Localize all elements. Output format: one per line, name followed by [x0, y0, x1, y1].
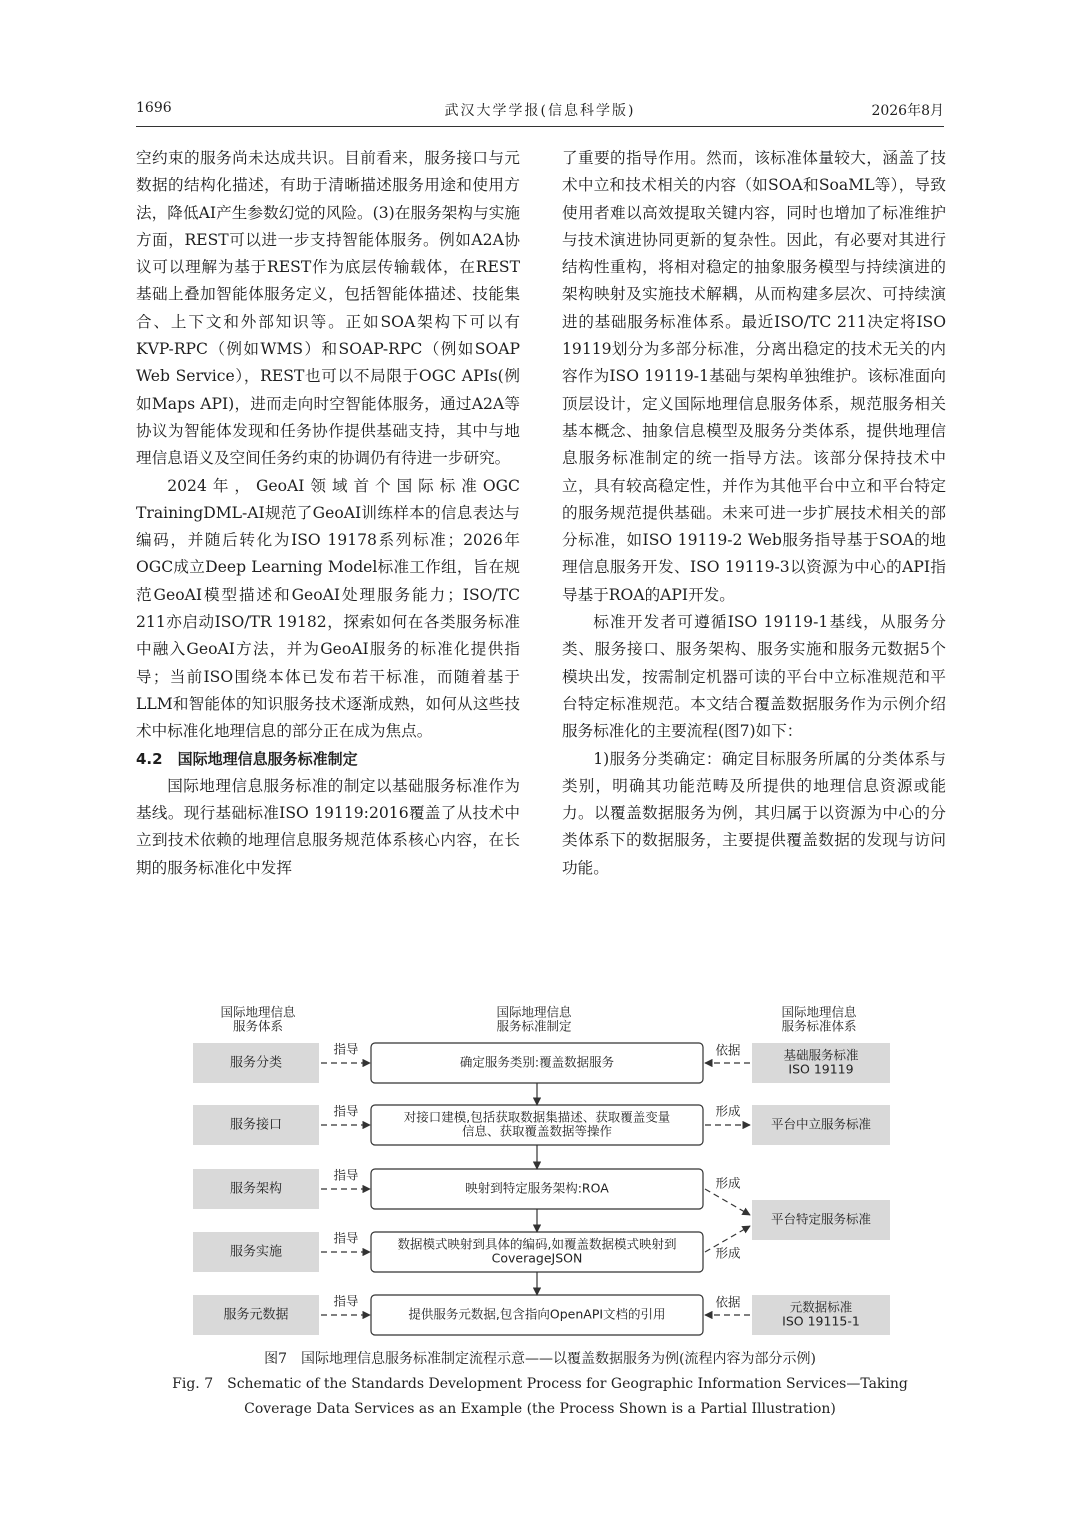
column-title-middle: 服务标准制定: [496, 1018, 572, 1034]
basis-label: 依据: [715, 1294, 741, 1310]
process-label: 数据模式映射到具体的编码,如覆盖数据模式映射到: [397, 1236, 677, 1252]
paragraph: 2024年，GeoAI领域首个国际标准OGC TrainingDML-AI规范了GeoAI训练样本的信息表达与编码，并随后转化为ISO 19178系列标准；2026年OGC成立Deep Learning Model标准工作组，旨在规范GeoAI模型描述和GeoAI处理服务能力；ISO/TC 211亦启动ISO/TR 19182，探索如何在各类服务标准中融入GeoAI方法，并为GeoAI服务的标准化提供指导；当前ISO围绕本体已发布若干标准，而随着基于LLM和智能体的知识服务技术逐渐成熟，如何从这些技术中标准化地理信息的部分正在成为焦点。: [136, 476, 520, 741]
column-title-middle: 国际地理信息: [496, 1004, 572, 1020]
column-title-left: 国际地理信息: [220, 1004, 296, 1020]
module-label: 服务架构: [229, 1181, 283, 1197]
paragraph: 国际地理信息服务标准的制定以基础服务标准作为基线。现行基础标准ISO 19119:2016覆盖了从技术中立到技术依赖的地理信息服务规范体系核心内容，在长期的服务标准化中发挥: [136, 776, 520, 877]
issue-date: 2026年8月: [871, 103, 944, 119]
process-label: 信息、获取覆盖数据等操作: [461, 1123, 613, 1139]
module-label: 服务接口: [229, 1117, 283, 1133]
page-number: 1696: [136, 100, 172, 116]
process-label: CoverageJSON: [491, 1250, 583, 1266]
standard-label: ISO 19119: [788, 1061, 854, 1077]
column-title-right: 服务标准体系: [781, 1018, 857, 1034]
guide-label: 指导: [333, 1041, 359, 1057]
figure-7: [136, 1000, 944, 1345]
form-label: 形成: [715, 1103, 741, 1119]
process-label: 确定服务类别:覆盖数据服务: [459, 1054, 615, 1070]
running-header: [136, 100, 944, 124]
form-label: 形成: [715, 1245, 741, 1261]
column-title-left: 服务体系: [232, 1018, 284, 1034]
paragraph: 1)服务分类确定：确定目标服务所属的分类体系与类别，明确其功能范畴及所提供的地理信息资源或能力。以覆盖数据服务为例，其归属于以资源为中心的分类体系下的数据服务，主要提供覆盖数据的发现与访问功能。: [562, 749, 946, 877]
guide-label: 指导: [333, 1167, 359, 1183]
standard-label: 元数据标准: [789, 1299, 853, 1315]
standard-label: 基础服务标准: [783, 1047, 859, 1063]
module-label: 服务分类: [229, 1055, 283, 1071]
paragraph: 标准开发者可遵循ISO 19119-1基线，从服务分类、服务接口、服务架构、服务实施和服务元数据5个模块出发，按需制定机器可读的平台中立标准规范和平台特定标准规范。本文结合覆盖数据服务作为示例介绍服务标准化的主要流程(图7)如下：: [562, 613, 946, 741]
right-column: [562, 145, 946, 882]
guide-label: 指导: [333, 1103, 359, 1119]
left-column: [136, 145, 520, 882]
module-label: 服务实施: [229, 1244, 283, 1260]
form-label: 形成: [715, 1175, 741, 1191]
standard-label: 平台特定服务标准: [770, 1211, 872, 1227]
flow-diagram: [136, 1000, 944, 1345]
paragraph: 了重要的指导作用。然而，该标准体量较大，涵盖了技术中立和技术相关的内容（如SOA和SoaML等），导致使用者难以高效提取关键内容，同时也增加了标准维护与技术演进协同更新的复杂性。因此，有必要对其进行结构性重构，将相对稳定的抽象服务模型与持续演进的架构映射及实施技术解耦，从而构建多层次、可持续演进的基础服务标准体系。最近ISO/TC 211决定将ISO 19119划分为多部分标准，分离出稳定的技术无关的内容作为ISO 19119-1基础与架构单独维护。该标准面向顶层设计，定义国际地理信息服务体系，规范服务相关基本概念、抽象信息模型及服务分类体系，提供地理信息服务标准制定的统一指导方法。该部分保持技术中立，具有较高稳定性，并作为其他平台中立和平台特定的服务规范提供基础。未来可进一步扩展技术相关的部分标准，如ISO 19119-2 Web服务指导基于SOA的地理信息服务开发、ISO 19119-3以资源为中心的API指导基于ROA的API开发。: [562, 149, 946, 604]
module-label: 服务元数据: [223, 1307, 289, 1323]
form-arrow: [705, 1189, 750, 1215]
journal-title: 武汉大学学报(信息科学版): [444, 103, 636, 119]
standard-label: 平台中立服务标准: [770, 1116, 872, 1132]
process-label: 映射到特定服务架构:ROA: [465, 1180, 609, 1196]
header-rule: [136, 126, 944, 127]
process-label: 对接口建模,包括获取数据集描述、获取覆盖变量: [403, 1109, 671, 1125]
basis-label: 依据: [715, 1042, 741, 1058]
process-label: 提供服务元数据,包含指向OpenAPI文档的引用: [408, 1306, 666, 1322]
column-title-right: 国际地理信息: [781, 1004, 857, 1020]
figure-caption-cn: 图7 国际地理信息服务标准制定流程示意——以覆盖数据服务为例(流程内容为部分示例): [264, 1351, 816, 1367]
guide-label: 指导: [333, 1293, 359, 1309]
section-heading: 4.2 国际地理信息服务标准制定: [136, 749, 358, 768]
paragraph: 空约束的服务尚未达成共识。目前看来，服务接口与元数据的结构化描述，有助于清晰描述服务用途和使用方法，降低AI产生参数幻觉的风险。(3)在服务架构与实施方面，REST可以进一步支持智能体服务。例如A2A协议可以理解为基于REST作为底层传输载体，在REST基础上叠加智能体服务定义，包括智能体描述、技能集合、上下文和外部知识等。正如SOA架构下可以有KVP-RPC（例如WMS）和SOAP-RPC（例如SOAP Web Service），REST也可以不局限于OGC APIs(例如Maps API)，进而走向时空智能体服务，通过A2A等协议为智能体发现和任务协作提供基础支持，其中与地理信息语义及空间任务约束的协调仍有待进一步研究。: [136, 149, 520, 468]
guide-label: 指导: [333, 1230, 359, 1246]
figure-caption-en: Fig. 7 Schematic of the Standards Development Process for Geographic Information Services—Taking Coverage Data Services as an Example (the Process Shown is a Partial Illustration): [172, 1376, 908, 1417]
standard-label: ISO 19115-1: [782, 1313, 860, 1329]
